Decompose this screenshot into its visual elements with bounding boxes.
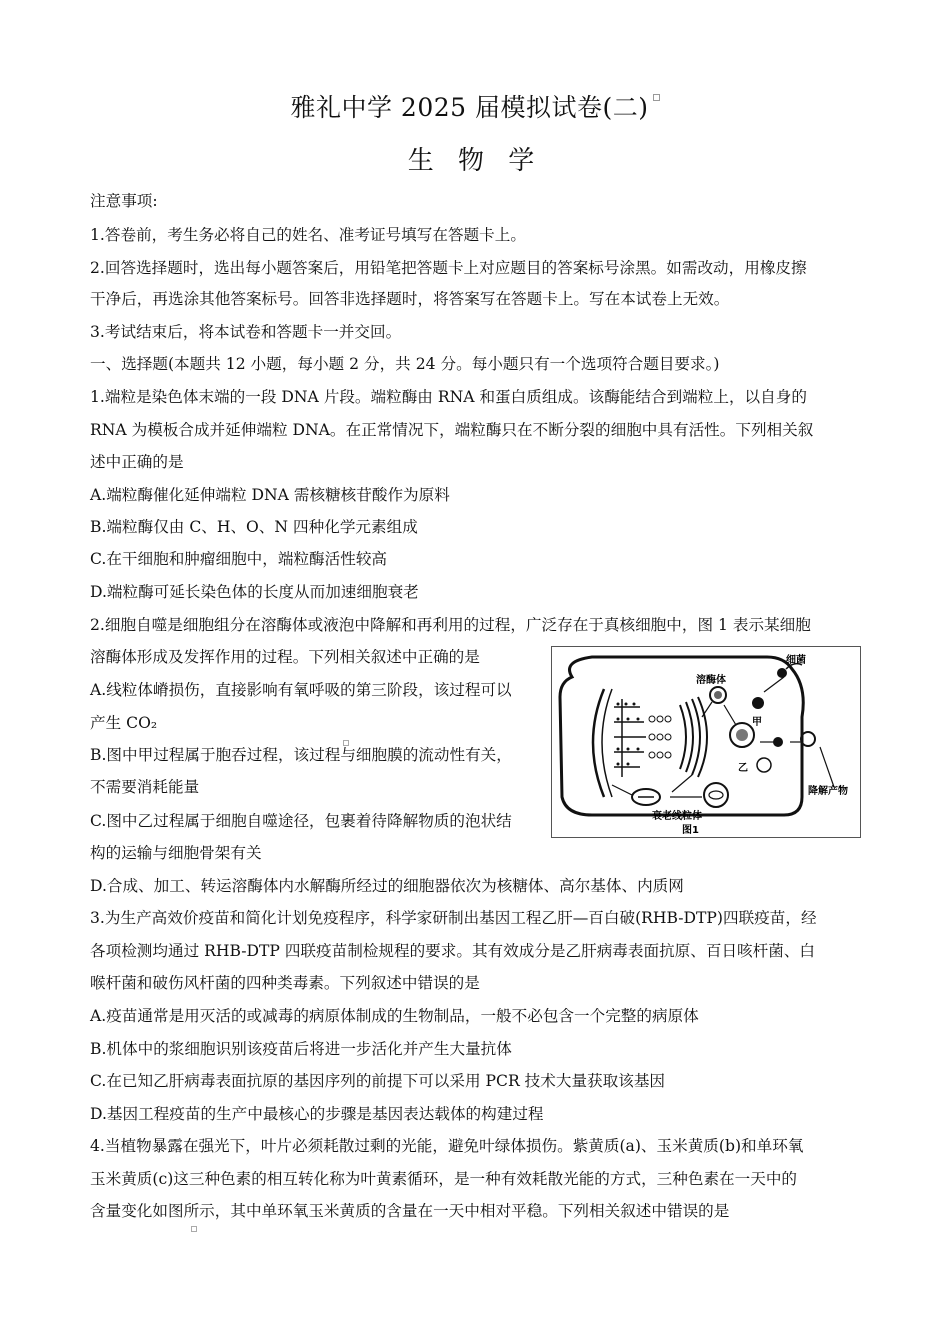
label-jia: 甲 <box>752 717 762 728</box>
notice-heading: 注意事项: <box>90 192 158 210</box>
mitochondrion-in-vesicle <box>704 783 728 807</box>
autophagosome <box>757 758 771 772</box>
notice-item: 2.回答选择题时，选出每小题答案后，用铅笔把答题卡上对应题目的答案标号涂黑。如需改动，用橡皮擦 <box>90 259 807 277</box>
figure-1-cell-diagram <box>551 646 861 838</box>
notice-item: 干净后，再选涂其他答案标号。回答非选择题时，将答案写在答题卡上。写在本试卷上无效。 <box>90 290 730 308</box>
notice-item: 3.考试结束后，将本试卷和答题卡一并交回。 <box>90 323 402 341</box>
transport-vesicles <box>649 716 671 758</box>
q1-stem: RNA 为模板合成并延伸端粒 DNA。在正常情况下，端粒酶只在不断分裂的细胞中具有活性。下列相关叙 <box>90 421 814 439</box>
q3-stem: 各项检测均通过 RHB-DTP 四联疫苗制检规程的要求。其有效成分是乙肝病毒表面抗原、百日咳杆菌、白 <box>90 942 816 960</box>
q2-option-c: C.图中乙过程属于细胞自噬途径，包裹着待降解物质的泡状结 <box>90 812 512 830</box>
q2-option-b-cont: 不需要消耗能量 <box>90 778 200 796</box>
notice-item: 1.答卷前，考生务必将自己的姓名、准考证号填写在答题卡上。 <box>90 226 526 244</box>
nuclear-envelope-inner <box>602 689 612 797</box>
ribosomes <box>617 703 640 766</box>
q1-option-a: A.端粒酶催化延伸端粒 DNA 需核糖核苷酸作为原料 <box>90 486 450 504</box>
q4-stem: 4.当植物暴露在强光下，叶片必须耗散过剩的光能，避免叶绿体损伤。紫黄质(a)、玉米黄质(b)和单环氧 <box>90 1137 804 1155</box>
q1-option-b: B.端粒酶仅由 C、H、O、N 四种化学元素组成 <box>90 518 418 536</box>
q2-stem: 溶酶体形成及发挥作用的过程。下列相关叙述中正确的是 <box>90 648 480 666</box>
q4-stem: 含量变化如图所示，其中单环氧玉米黄质的含量在一天中相对平稳。下列相关叙述中错误的是 <box>90 1202 730 1220</box>
endoplasmic-reticulum <box>614 699 646 777</box>
figure-caption: 图1 <box>682 825 699 836</box>
cell-membrane <box>560 657 803 815</box>
lysosome-content <box>714 691 722 699</box>
q2-option-c-cont: 构的运输与细胞骨架有关 <box>90 844 262 862</box>
small-square-mark <box>343 740 349 746</box>
q1-stem: 述中正确的是 <box>90 453 184 471</box>
label-lysosome: 溶酶体 <box>696 675 726 686</box>
exam-subject: 生 物 学 <box>407 146 543 176</box>
bacterium <box>777 668 787 678</box>
cell-diagram-svg <box>552 647 860 837</box>
label-yi: 乙 <box>738 763 748 774</box>
q1-option-d: D.端粒酶可延长染色体的长度从而加速细胞衰老 <box>90 583 419 601</box>
q2-option-d: D.合成、加工、转运溶酶体内水解酶所经过的细胞器依次为核糖体、高尔基体、内质网 <box>90 877 684 895</box>
q2-option-a: A.线粒体嵴损伤，直接影响有氧呼吸的第三阶段，该过程可以 <box>90 681 512 699</box>
q3-option-a: A.疫苗通常是用灭活的或减毒的病原体制成的生物制品，一般不必包含一个完整的病原体 <box>90 1007 699 1025</box>
q3-stem: 3.为生产高效价疫苗和简化计划免疫程序，科学家研制出基因工程乙肝—百白破(RHB-DTP)四联疫苗，经 <box>90 909 817 927</box>
golgi-apparatus <box>680 697 707 777</box>
exam-title: 雅礼中学 2025 届模拟试卷(二) <box>0 88 950 124</box>
q4-stem: 玉米黄质(c)这三种色素的相互转化称为叶黄素循环，是一种有效耗散光能的方式，三种色素在一天中的 <box>90 1170 798 1188</box>
small-square-mark <box>653 94 660 101</box>
secondary-lysosome-content <box>736 729 748 741</box>
q3-stem: 喉杆菌和破伤风杆菌的四种类毒素。下列叙述中错误的是 <box>90 974 480 992</box>
small-square-mark <box>191 1226 197 1232</box>
label-bacteria: 细菌 <box>786 655 806 666</box>
q2-option-b: B.图中甲过程属于胞吞过程，该过程与细胞膜的流动性有关， <box>90 746 512 764</box>
q2-stem: 2.细胞自噬是细胞组分在溶酶体或液泡中降解和再利用的过程，广泛存在于真核细胞中，图 1 表示某细胞 <box>90 616 811 634</box>
q2-option-a-cont: 产生 CO₂ <box>90 714 158 732</box>
q3-option-c: C.在已知乙肝病毒表面抗原的基因序列的前提下可以采用 PCR 技术大量获取该基因 <box>90 1072 666 1090</box>
q1-option-c: C.在干细胞和肿瘤细胞中，端粒酶活性较高 <box>90 550 388 568</box>
label-degradation: 降解产物 <box>808 786 848 797</box>
section-heading: 一、选择题(本题共 12 小题，每小题 2 分，共 24 分。每小题只有一个选项符合题目要求。) <box>90 355 720 373</box>
phagosome <box>752 697 764 709</box>
q1-stem: 1.端粒是染色体末端的一段 DNA 片段。端粒酶由 RNA 和蛋白质组成。该酶能结合到端粒上，以自身的 <box>90 388 807 406</box>
residual-body <box>773 737 783 747</box>
q3-option-d: D.基因工程疫苗的生产中最核心的步骤是基因表达载体的构建过程 <box>90 1105 544 1123</box>
label-senescent-mito: 衰老线粒体 <box>652 811 702 822</box>
q3-option-b: B.机体中的浆细胞识别该疫苗后将进一步活化并产生大量抗体 <box>90 1040 512 1058</box>
